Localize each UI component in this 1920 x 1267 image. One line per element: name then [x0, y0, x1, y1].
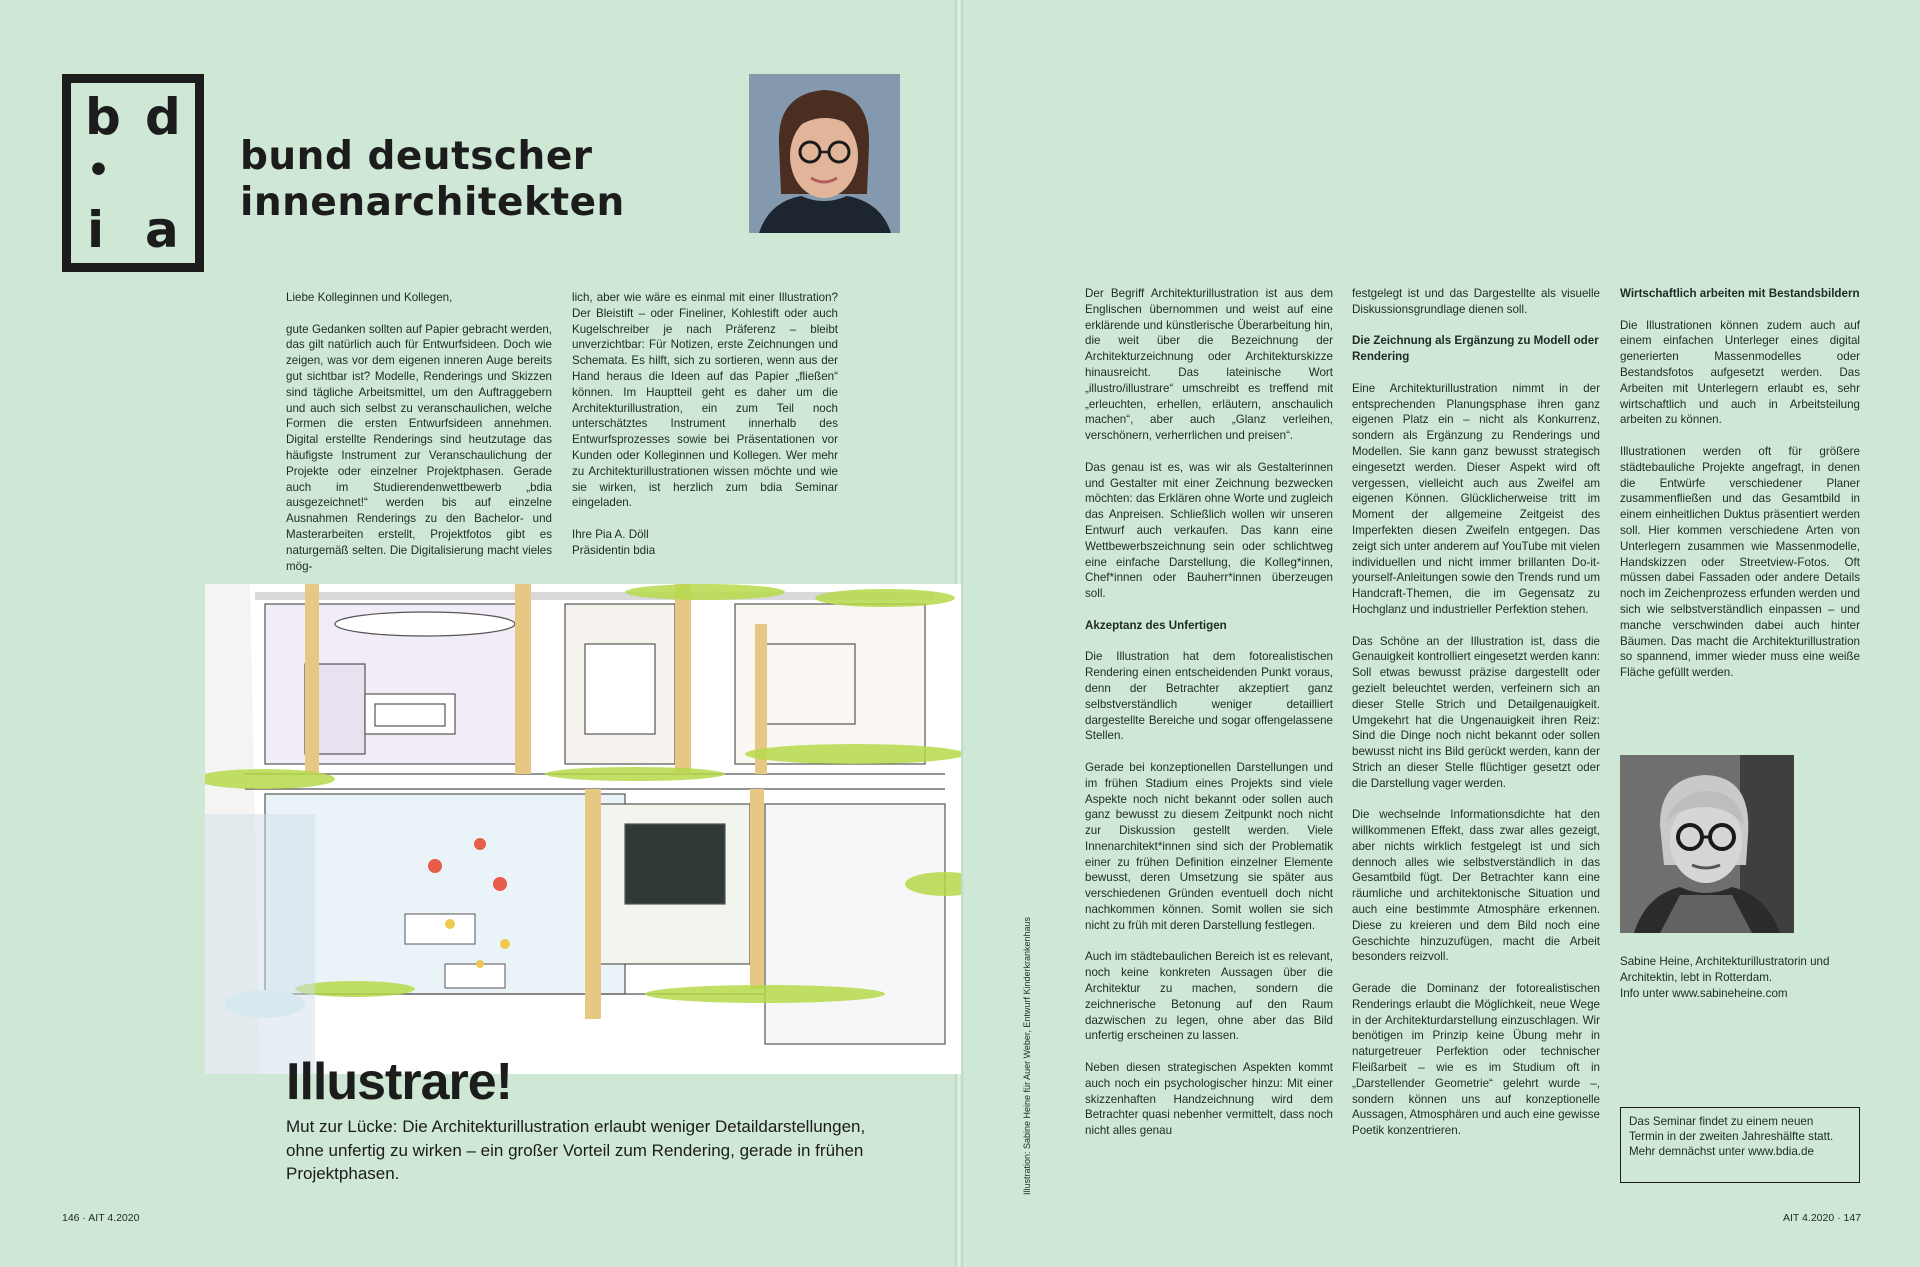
article-column-1: [1085, 286, 1333, 1139]
article-paragraph: Die Illustration hat dem fotorealistischen Rendering einen entscheidenden Punkt voraus, denn der Betrachter akzeptiert ganz selbstverständlich weniger detailliert dargestellte Bereiche und sogar offengelassene Stellen.: [1085, 650, 1333, 743]
page-folio-right: AIT 4.2020 · 147: [1783, 1212, 1862, 1224]
logo-letter-i: i: [87, 201, 105, 259]
org-name-line1: bund deutscher: [240, 134, 593, 179]
bio-website: Info unter www.sabineheine.com: [1620, 986, 1788, 1000]
article-paragraph: Gerade die Dominanz der fotorealistischen Renderings erlaubt die Möglichkeit, neue Wege in der Architekturdarstellung einzuschlagen. Wir benötigen im Prinzip keine Übung mehr in naturgetreuer Perfektion oder technischer Fleißarbeit – wie es im Studium oft in „Darstellender Geometrie“ gelehrt wurde –, sondern können uns auf konzeptionelle Aussagen, Atmosphären und auch eine gewisse Poetik konzentrieren.: [1352, 982, 1600, 1138]
editorial-paragraph: lich, aber wie wäre es einmal mit einer Illustration? Der Bleistift – oder Fineliner, Kohlestift oder auch Kugelschreiber je nach Präferenz – bleibt unverzichtbar: Für Notizen, erste Zeichnungen und Schemata. Es hilft, sich zu sortieren, wenn aus der Hand heraus die Ideen auf das Papier „fließen“ können. Im Hauptteil geht es daher um die Architekturillustration, ein zum Teil noch unterschätztes Instrument innerhalb des Entwurfsprozesses sowie bei Präsentationen vor Kunden oder Kolleginnen und Kollegen. Wer mehr zu Architekturillustrationen wissen möchte und wie sie wirken, ist herzlich zum bdia Seminar eingeladen.: [572, 291, 838, 510]
section-heading: Akzeptanz des Unfertigen: [1085, 618, 1227, 632]
article-paragraph: Neben diesen strategischen Aspekten kommt auch noch ein psychologischer hinzu: Mit einer skizzenhaften Handzeichnung wird dem Betrachter quasi nebenher vermittelt, dass noch nicht alles genau: [1085, 1061, 1333, 1138]
logo-letter-d: d: [145, 88, 181, 146]
seminar-info-box: Das Seminar findet zu einem neuen Termin in der zweiten Jahreshälfte statt. Mehr demnächst unter www.bdia.de: [1620, 1107, 1860, 1183]
bio-text: Sabine Heine, Architekturillustratorin und Architektin, lebt in Rotterdam.: [1620, 955, 1830, 984]
article-paragraph: Das genau ist es, was wir als Gestalterinnen und Gestalter mit einer Zeichnung bezwecken möchten: das Erklären ohne Worte und zugleich das Anpreisen. Schließlich wollen wir unseren Entwurf auch verkaufen. Das kann eine Wettbewerbszeichnung sein oder schlichtweg eine einfache Darstellung, die Kolleg*innen, Chef*innen oder Bauherr*innen überzeugen soll.: [1085, 460, 1333, 601]
article-paragraph: Auch im städtebaulichen Bereich ist es relevant, noch keine konkreten Aussagen über die Architektur zu machen, sondern die zeichnerische Betonung auf den Raum dazwischen zu legen, ohne aber das Bild unfertig erscheinen zu lassen.: [1085, 950, 1333, 1043]
article-paragraph: Der Begriff Architekturillustration ist aus dem Englischen übernommen und weist auf eine erklärende und künstlerische Überarbeitung hin, die weit über die Bezeichnung der Architekturzeichnung oder Architekturskizze hinausreicht. Das lateinische Wort „illustro/illustrare“ umschreibt es treffend mit „erleuchten, erhellen, erläutern, anschaulich machen“, aber auch „Glanz verleihen, verschönern, verherrlichen und preisen“.: [1085, 287, 1333, 443]
article-paragraph: Illustrationen werden oft für größere städtebauliche Projekte angefragt, in denen die Entwürfe verschiedener Planer zusammenfließen und das Gesamtbild in einem einheitlichen Duktus präsentiert werden soll. Hier kommen verschiedene Arten von Unterlegern zusammen wie Massenmodelle, Handskizzen oder Streetview-Fotos. Oft müssen dabei Fassaden oder andere Details noch im Zeichenprozess erfunden werden und sich wie selbstverständlich einpassen – und manche verschwinden dabei auch hinter Bäumen. Das macht die Architekturillustration so spannend, immer wieder muss eine weiße Fläche gefüllt werden.: [1620, 444, 1860, 680]
article-paragraph: Die Illustrationen können zudem auch auf einem einfachen Unterleger eines digital generierten Massenmodelles oder Bestandsfotos aufgesetzt werden. Das Arbeiten mit Unterlegern erlaubt es, sehr wirtschaftlich und auch in Arbeitsteilung arbeiten zu können.: [1620, 318, 1860, 427]
logo-dot: •: [87, 150, 111, 191]
article-paragraph: Das Schöne an der Illustration ist, dass die Genauigkeit kontrolliert eingesetzt werden kann: Soll etwas bewusst präzise dargestellt oder gezielt beleuchtet werden, verfeinern sich an dieser Stelle Strich und Detailgenauigkeit. Umgekehrt hat die Ungenauigkeit ihren Reiz: Sind die Dinge noch nicht bekannt oder sollen bewusst nicht ins Bild gerückt werden, kann der Strich an dieser Stelle flüchtiger gesetzt oder die Darstellung vager werden.: [1352, 634, 1600, 790]
organization-name: [240, 134, 625, 226]
article-column-2: [1352, 286, 1600, 1139]
illustrator-bio: [1620, 954, 1860, 1001]
illustrator-portrait-photo: [1620, 755, 1794, 933]
editorial-column-2: [572, 290, 838, 559]
illustration-credit: Illustration: Sabine Heine für Auer Weber, Entwurf Kinderkrankenhaus: [1022, 917, 1032, 1195]
architectural-illustration: [205, 584, 961, 1074]
editorial-greeting: Liebe Kolleginnen und Kollegen,: [286, 291, 453, 304]
article-lead: Mut zur Lücke: Die Architekturillustration erlaubt weniger Detaildarstellungen, ohne unfertig zu wirken – ein großer Vorteil zum Rendering, gerade in frühen Projektphasen.: [286, 1117, 866, 1183]
article-column-3: [1620, 286, 1860, 681]
article-headline: Illustrare!: [286, 1053, 512, 1111]
president-portrait-photo: [749, 74, 900, 233]
signature-title: Präsidentin bdia: [572, 543, 656, 557]
editorial-paragraph: gute Gedanken sollten auf Papier gebracht werden, das gilt natürlich auch für Entwurfsideen. Doch wie zeigen, was vor dem eigenen inneren Auge bereits gut sichtbar ist? Modelle, Renderings und Skizzen sind tägliche Arbeitsmittel, um den Auftraggebern und auch sich selbst zu veranschaulichen, welche Formen die ersten Entwurfsideen annehmen. Digital erstellte Renderings sind heutzutage das häufigste Instrument zur Veranschaulichung der Projekte oder einzelner Projektphasen. Gerade auch im Studierendenwettbewerb „bdia ausgezeichnet!“ werden bis auf einzelne Ausnahmen Renderings zu den Bachelor- und Masterarbeiten erstellt, Projektfotos gibt es naturgemäß selten. Die Digitalisierung macht vieles mög-: [286, 322, 552, 573]
section-heading: Die Zeichnung als Ergänzung zu Modell oder Rendering: [1352, 334, 1599, 364]
logo-letter-a: a: [145, 201, 179, 259]
editorial-column-1: [286, 290, 552, 574]
logo-letter-b: b: [85, 88, 121, 146]
org-name-line2: innenarchitekten: [240, 180, 625, 225]
page-folio-left: 146 · AIT 4.2020: [62, 1212, 140, 1224]
section-heading: Wirtschaftlich arbeiten mit Bestandsbildern: [1620, 287, 1860, 300]
signature-name: Ihre Pia A. Döll: [572, 527, 649, 541]
article-paragraph: Die wechselnde Informationsdichte hat den willkommenen Effekt, dass zwar alles gezeigt, aber nichts wirklich festgelegt ist und sich dennoch alles wie selbstverständlich in das Gesamtbild fügt. Der Betrachter kann eine räumliche und architektonische Situation und auch eine bestimmte Atmosphäre erkennen. Diese zu kreieren und dem Bild noch eine Geschichte hinzuzufügen, macht die Arbeit besonders reizvoll.: [1352, 808, 1600, 964]
article-paragraph: Eine Architekturillustration nimmt in der entsprechenden Planungsphase ihren ganz eigenen Platz ein – nicht als Konkurrenz, sondern als Ergänzung zu Renderings und Modellen. Sie kann ganz bewusst strategisch eingesetzt werden. Dieser Aspekt wird oft vergessen, vielleicht auch aus Zweifel am eigenen Können. Glücklicherweise tritt im Moment der allgemeine Zeitgeist des Imperfekten diesen Zweifeln entgegen. Das zeigt sich unter anderem auf YouTube mit vielen individuellen und nicht immer brillanten Do-it-yourself-Anleitungen sowie den Trends rund um Handcraft-Themen, die im Gegensatz zu Hochglanz und industrieller Perfektion stehen.: [1352, 381, 1600, 616]
article-paragraph: Gerade bei konzeptionellen Darstellungen und im frühen Stadium eines Projekts sind viele Aspekte noch nicht bekannt oder sollen auch ganz bewusst zu diesem Zeitpunkt noch nicht zur Diskussion gestellt werden. Viele Innenarchitekt*innen sind sich der Problematik einer zu frühen Definition einzelner Elemente bewusst, deren Umsetzung sie später aus verschiedenen Gründen eventuell doch nicht nachkommen können. Somit wollen sie sich nicht zu früh mit deren Darstellung festlegen.: [1085, 760, 1333, 932]
bdia-logo: [62, 74, 204, 272]
article-paragraph: festgelegt ist und das Dargestellte als visuelle Diskussionsgrundlage dienen soll.: [1352, 287, 1600, 316]
